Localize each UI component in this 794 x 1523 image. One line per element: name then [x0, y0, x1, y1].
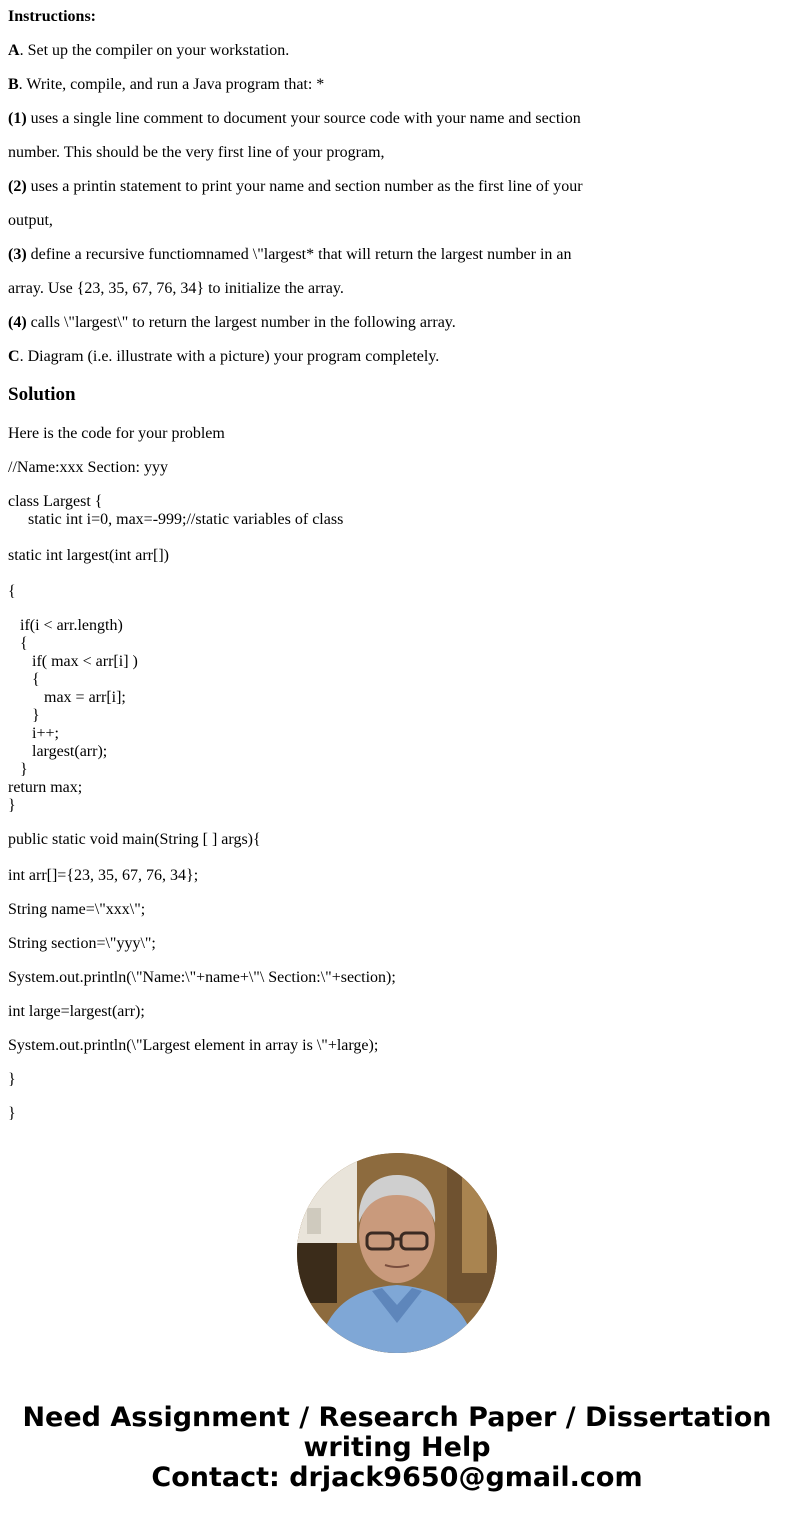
- instruction-a-text: . Set up the compiler on your workstation.: [19, 42, 290, 59]
- instruction-item-1-cont: number. This should be the very first line of your program,: [8, 144, 385, 161]
- code-line: max = arr[i];: [8, 689, 126, 706]
- author-portrait-illustration: [297, 1153, 497, 1353]
- instruction-item-1: [8, 110, 581, 128]
- instruction-item-4: [8, 314, 456, 332]
- instruction-item-3-cont: array. Use {23, 35, 67, 76, 34} to initialize the array.: [8, 280, 344, 297]
- instruction-b-text: . Write, compile, and run a Java program that: *: [18, 76, 325, 93]
- code-line: if( max < arr[i] ): [8, 653, 138, 670]
- instruction-b: [8, 76, 324, 94]
- code-line: }: [8, 1105, 16, 1122]
- code-line: {: [8, 671, 40, 688]
- instruction-b-label: B: [8, 76, 19, 93]
- code-line: int arr[]={23, 35, 67, 76, 34};: [8, 867, 199, 884]
- code-line: if(i < arr.length): [8, 617, 123, 634]
- code-line: static int largest(int arr[]): [8, 547, 169, 564]
- banner-contact: Contact: drjack9650@gmail.com: [151, 1462, 643, 1493]
- item-2-label: (2): [8, 178, 27, 195]
- code-line: System.out.println(\"Name:\"+name+\"\ Section:\"+section);: [8, 969, 396, 986]
- promo-banner: [0, 1403, 794, 1493]
- author-photo: [297, 1153, 497, 1353]
- instruction-c: [8, 348, 439, 366]
- code-line: int large=largest(arr);: [8, 1003, 145, 1020]
- code-line: }: [8, 1071, 16, 1088]
- code-line: largest(arr);: [8, 743, 108, 760]
- instruction-c-text: . Diagram (i.e. illustrate with a picture) your program completely.: [19, 348, 440, 365]
- instruction-item-2-cont: output,: [8, 212, 53, 229]
- instruction-item-3: [8, 246, 572, 264]
- banner-line-1: Need Assignment / Research Paper / Dissertation: [22, 1402, 772, 1433]
- item-4-label: (4): [8, 314, 27, 331]
- code-line: {: [8, 583, 16, 600]
- code-line: {: [8, 635, 28, 652]
- instruction-a-label: A: [8, 42, 20, 59]
- code-line: //Name:xxx Section: yyy: [8, 459, 168, 476]
- code-line: i++;: [8, 725, 59, 742]
- item-3-text: define a recursive functiomnamed \"largest* that will return the largest number in an: [26, 246, 572, 263]
- solution-intro: Here is the code for your problem: [8, 425, 225, 442]
- instructions-heading: Instructions:: [8, 8, 97, 25]
- code-line: }: [8, 797, 16, 814]
- code-line: System.out.println(\"Largest element in array is \"+large);: [8, 1037, 379, 1054]
- instruction-c-label: C: [8, 348, 20, 365]
- item-2-text: uses a printin statement to print your name and section number as the first line of your: [26, 178, 583, 195]
- item-1-text: uses a single line comment to document your source code with your name and section: [26, 110, 581, 127]
- code-line: String name=\"xxx\";: [8, 901, 146, 918]
- solution-heading: Solution: [8, 384, 76, 405]
- code-line: class Largest {: [8, 493, 103, 510]
- item-3-label: (3): [8, 246, 27, 263]
- code-line: }: [8, 761, 28, 778]
- code-line: return max;: [8, 779, 83, 796]
- item-4-text: calls \"largest\" to return the largest number in the following array.: [26, 314, 456, 331]
- instruction-a: [8, 42, 289, 60]
- code-line: static int i=0, max=-999;//static variables of class: [8, 511, 344, 528]
- instruction-item-2: [8, 178, 583, 196]
- code-line: public static void main(String [ ] args){: [8, 831, 261, 848]
- banner-line-2: writing Help: [303, 1432, 491, 1463]
- code-line: }: [8, 707, 40, 724]
- item-1-label: (1): [8, 110, 27, 127]
- code-line: String section=\"yyy\";: [8, 935, 156, 952]
